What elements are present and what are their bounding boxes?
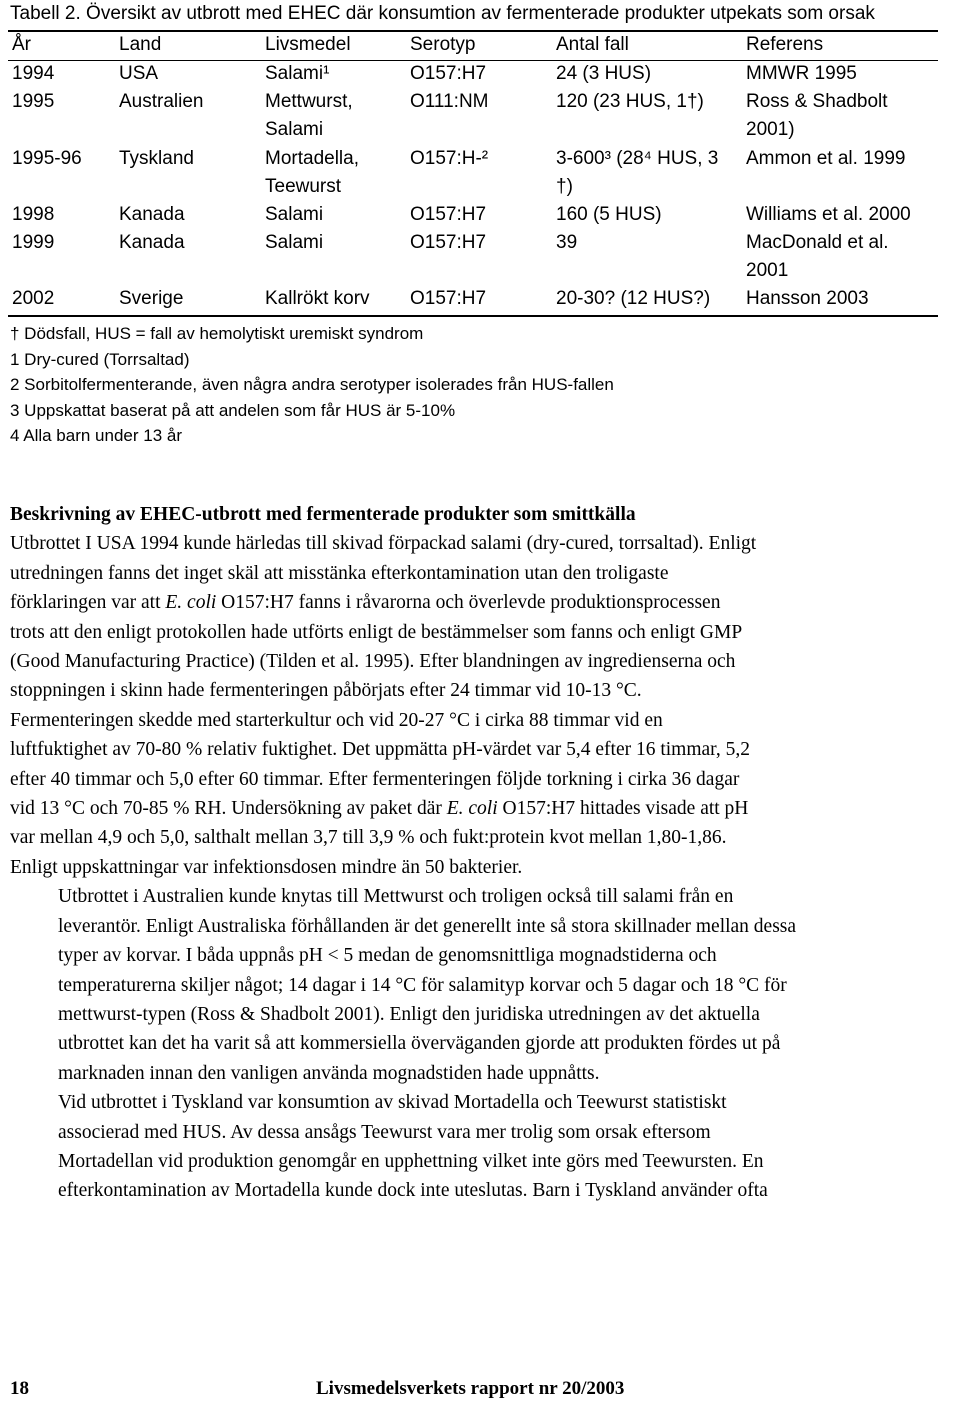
cell-line: USA xyxy=(119,63,159,84)
cell-cases xyxy=(556,88,704,116)
cell-food xyxy=(265,285,370,313)
cell-country xyxy=(119,285,183,313)
footnote: † Dödsfall, HUS = fall av hemolytiskt uremiskt syndrom xyxy=(10,324,424,343)
cell-line: O111:NM xyxy=(410,91,489,112)
cell-line: Salami xyxy=(265,204,324,225)
paragraph-line: efterkontamination av Mortadella kunde dock inte uteslutas. Barn i Tyskland använder ofta xyxy=(58,1180,768,1202)
paragraph-line: trots att den enligt protokollen hade utförts enligt de bestämmelser som fanns och enligt GMP xyxy=(10,621,743,643)
cell-food xyxy=(265,229,323,257)
cell-year xyxy=(12,88,54,116)
cell-line: Salami xyxy=(265,232,324,253)
header-year: År xyxy=(12,34,31,55)
header-country: Land xyxy=(119,34,162,55)
page-number: 18 xyxy=(10,1378,29,1399)
cell-food xyxy=(265,201,323,229)
cell-reference xyxy=(746,285,869,313)
cell-line: 1994 xyxy=(12,63,55,84)
cell-line: O157:H7 xyxy=(410,63,487,84)
cell-reference xyxy=(746,145,905,173)
paragraph-line: Enligt uppskattningar var infektionsdosen mindre än 50 bakterier. xyxy=(10,856,523,878)
paragraph-line: leverantör. Enligt Australiska förhållanden är det generellt inte så stora skillnader mellan dessa xyxy=(58,915,797,937)
paragraph-line: Utbrottet I USA 1994 kunde härledas till skivad förpackad salami (dry-cured, torrsaltad). Enligt xyxy=(10,533,757,555)
cell-line: Sverige xyxy=(119,288,184,309)
cell-line: Kanada xyxy=(119,232,185,253)
cell-line: Kanada xyxy=(119,204,185,225)
body-text xyxy=(10,500,955,1206)
cell-serotype xyxy=(410,201,486,229)
cell-country xyxy=(119,60,158,88)
cell-line: Ammon et al. 1999 xyxy=(746,148,906,169)
cell-reference xyxy=(746,60,857,88)
cell-line: 1999 xyxy=(12,232,55,253)
cell-line: Salami¹ xyxy=(265,63,330,84)
cell-line: 1998 xyxy=(12,204,55,225)
cell-line: Ross & Shadbolt xyxy=(746,91,888,112)
header-cases: Antal fall xyxy=(556,34,629,55)
table-caption: Tabell 2. Översikt av utbrott med EHEC där konsumtion av fermenterade produkter utpekats som orsak xyxy=(10,3,875,24)
cell-line: 20-30? (12 HUS?) xyxy=(556,288,711,309)
cell-country xyxy=(119,201,185,229)
cell-reference xyxy=(746,88,888,144)
cell-serotype xyxy=(410,88,489,116)
cell-line: 160 (5 HUS) xyxy=(556,204,662,225)
cell-cases xyxy=(556,145,718,201)
cell-reference xyxy=(746,201,911,229)
cell-line: 24 (3 HUS) xyxy=(556,63,652,84)
cell-line: O157:H7 xyxy=(410,288,487,309)
paragraph-line: efter 40 timmar och 5,0 efter 60 timmar. Efter fermenteringen följde torkning i cirka 36 dagar xyxy=(10,768,740,790)
paragraph-line: luftfuktighet av 70-80 % relativ fuktighet. Det uppmätta pH-värdet var 5,4 efter 16 timmar, 5,2 xyxy=(10,739,751,761)
paragraph-line: vid 13 °C och 70-85 % RH. Undersökning av paket där E. coli O157:H7 hittades visade att pH xyxy=(10,798,749,820)
cell-line: Hansson 2003 xyxy=(746,288,869,309)
cell-line: Mettwurst, xyxy=(265,91,353,112)
report-name: Livsmedelsverkets rapport nr 20/2003 xyxy=(316,1378,625,1399)
cell-country xyxy=(119,88,204,116)
footnote: 2 Sorbitolfermenterande, även några andra serotyper isolerades från HUS-fallen xyxy=(10,375,614,395)
paragraph-line: associerad med HUS. Av dessa ansågs Teewurst vara mer trolig som orsak eftersom xyxy=(58,1121,711,1143)
footnote: 3 Uppskattat baserat på att andelen som får HUS är 5-10% xyxy=(10,400,456,420)
footnote: 4 Alla barn under 13 år xyxy=(10,426,183,446)
cell-line: O157:H7 xyxy=(410,232,487,253)
cell-country xyxy=(119,145,194,173)
cell-line: Teewurst xyxy=(265,176,342,197)
cell-year xyxy=(12,229,54,257)
paragraph xyxy=(10,882,955,1088)
cell-serotype xyxy=(410,285,486,313)
cell-line: Tyskland xyxy=(119,148,194,169)
paragraph-line: förklaringen var att E. coli O157:H7 fanns i råvarorna och överlevde produktionsprocessen xyxy=(10,592,721,614)
paragraph-line: utredningen fanns det inget skäl att misstänka efterkontamination utan den troligaste xyxy=(10,562,669,584)
cell-cases xyxy=(556,229,577,257)
paragraph-line: Fermenteringen skedde med starterkultur och vid 20-27 °C i cirka 88 timmar vid en xyxy=(10,709,663,731)
cell-line: 39 xyxy=(556,232,578,253)
header-food: Livsmedel xyxy=(265,34,351,55)
cell-food xyxy=(265,60,329,88)
cell-line: Salami xyxy=(265,119,324,140)
cell-line: †) xyxy=(556,176,573,197)
paragraph-line: mettwurst-typen (Ross & Shadbolt 2001). Enligt den juridiska utredningen av det aktuella xyxy=(58,1003,760,1025)
cell-line: Mortadella, xyxy=(265,148,359,169)
paragraph-line: temperaturerna skiljer något; 14 dagar i 14 °C för salamityp korvar och 5 dagar och 18 °C för xyxy=(58,974,787,996)
cell-year xyxy=(12,145,82,173)
section-heading: Beskrivning av EHEC-utbrott med fermenterade produkter som smittkälla xyxy=(10,504,636,525)
cell-food xyxy=(265,145,359,201)
cell-year xyxy=(12,60,54,88)
cell-cases xyxy=(556,285,710,313)
paragraph xyxy=(10,1088,955,1206)
cell-line: 120 (23 HUS, 1†) xyxy=(556,91,704,112)
cell-food xyxy=(265,88,353,144)
paragraph-line: (Good Manufacturing Practice) (Tilden et al. 1995). Efter blandningen av ingredienserna och xyxy=(10,651,736,673)
paragraph xyxy=(10,529,955,882)
cell-line: 1995 xyxy=(12,91,55,112)
paragraph-line: typer av korvar. I båda uppnås pH < 5 medan de genomsnittliga mognadstiderna och xyxy=(58,945,717,967)
paragraph-line: Utbrottet i Australien kunde knytas till Mettwurst och troligen också till salami från en xyxy=(58,886,734,908)
header-serotype: Serotyp xyxy=(410,34,476,55)
paragraph-line: Vid utbrottet i Tyskland var konsumtion av skivad Mortadella och Teewurst statistiskt xyxy=(58,1092,727,1114)
cell-line: 1995-96 xyxy=(12,148,82,169)
cell-country xyxy=(119,229,185,257)
cell-line: MacDonald et al. xyxy=(746,232,889,253)
paragraph-line: Mortadellan vid produktion genomgår en upphettning vilket inte görs med Teewursten. En xyxy=(58,1150,764,1172)
footnote: 1 Dry-cured (Torrsaltad) xyxy=(10,349,190,369)
table-bottom-rule xyxy=(8,315,938,317)
cell-line: 3-600³ (28⁴ HUS, 3 xyxy=(556,148,719,169)
cell-serotype xyxy=(410,145,488,173)
cell-line: Kallrökt korv xyxy=(265,288,370,309)
cell-reference xyxy=(746,229,889,285)
cell-cases xyxy=(556,201,662,229)
cell-cases xyxy=(556,60,651,88)
paragraph-line: marknaden innan den vanligen använda mognadstiden hade uppnåtts. xyxy=(58,1062,600,1084)
cell-serotype xyxy=(410,229,486,257)
paragraph-line: utbrottet kan det ha varit så att kommersiella överväganden gjorde att produkten fördes ut på xyxy=(58,1033,781,1055)
cell-line: 2001 xyxy=(746,260,789,281)
header-reference: Referens xyxy=(746,34,824,55)
paragraph-line: var mellan 4,9 och 5,0, salthalt mellan 3,7 till 3,9 % och fukt:protein kvot mellan 1,80-1,86. xyxy=(10,827,727,849)
cell-line: O157:H7 xyxy=(410,204,487,225)
cell-line: 2002 xyxy=(12,288,55,309)
cell-line: Australien xyxy=(119,91,204,112)
cell-serotype xyxy=(410,60,486,88)
cell-line: MMWR 1995 xyxy=(746,63,857,84)
cell-year xyxy=(12,285,54,313)
paragraphs xyxy=(10,529,955,1205)
cell-line: O157:H-² xyxy=(410,148,489,169)
paragraph-line: stoppningen i skinn hade fermenteringen påbörjats efter 24 timmar vid 10-13 °C. xyxy=(10,680,642,702)
cell-line: 2001) xyxy=(746,119,795,140)
cell-year xyxy=(12,201,54,229)
cell-line: Williams et al. 2000 xyxy=(746,204,911,225)
table-footnotes xyxy=(10,321,614,449)
